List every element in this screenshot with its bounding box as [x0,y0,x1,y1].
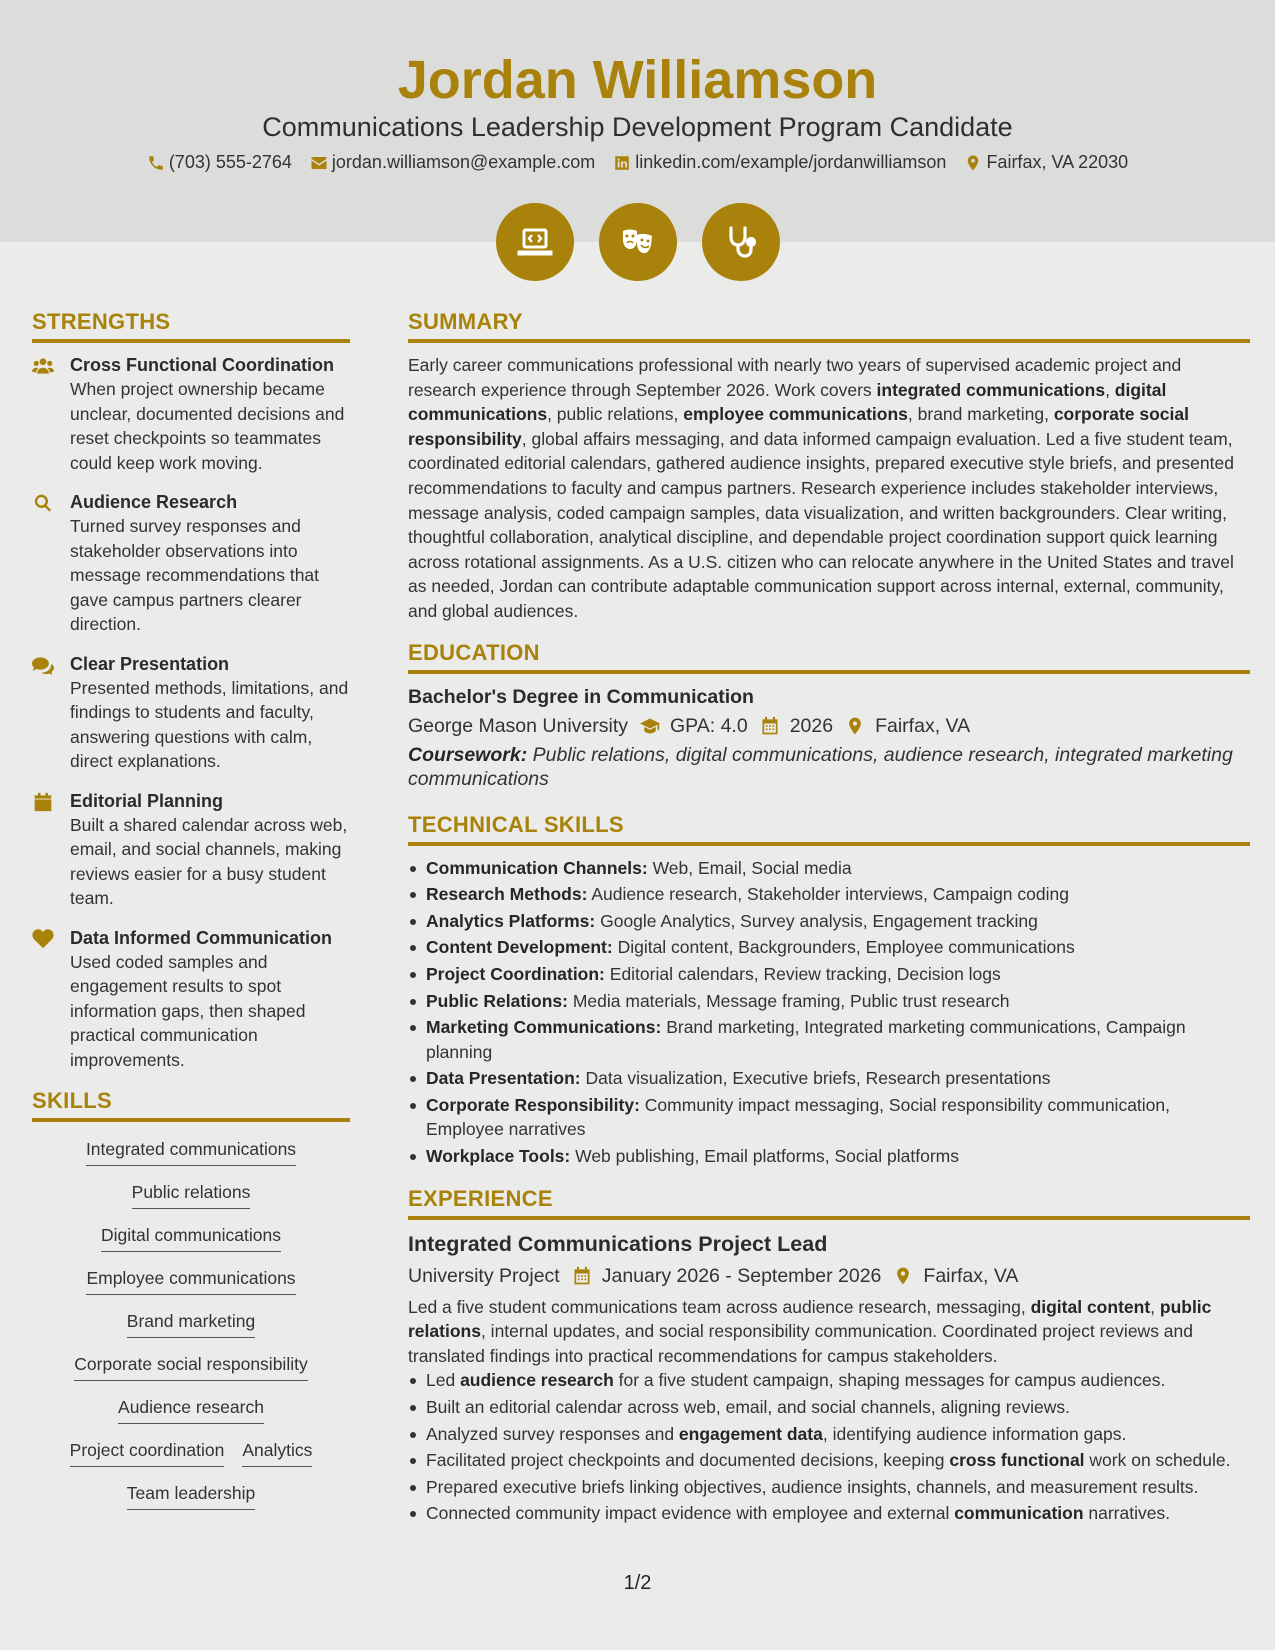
job-location: Fairfax, VA [923,1264,1019,1287]
degree-title: Bachelor's Degree in Communication [408,685,754,708]
list-item: Content Development: Digital content, Backgrounders, Employee communications [408,935,1250,960]
list-item: Communication Channels: Web, Email, Social media [408,856,1250,881]
education-meta [408,712,1250,740]
list-item: Analytics Platforms: Google Analytics, Survey analysis, Engagement tracking [408,909,1250,934]
list-item: Facilitated project checkpoints and documented decisions, keeping cross functional work on schedule. [408,1448,1250,1473]
skill-pill: Analytics [242,1439,312,1467]
strength-item: Data Informed Communication Used coded samples and engagement results to spot information gaps, then shaped practical communication improvements. [32,926,350,1073]
experience-heading: EXPERIENCE [408,1185,1250,1220]
skills-list [32,1132,350,1510]
list-item: Marketing Communications: Brand marketing, Integrated marketing communications, Campaign planning [408,1015,1250,1064]
job-title: Integrated Communications Project Lead [408,1231,828,1256]
stethoscope-icon [702,203,780,281]
strength-item: Editorial Planning Built a shared calendar across web, email, and social channels, making reviews easier for a busy student team. [32,789,350,911]
calendar-icon [572,1266,592,1286]
contact-location: Fairfax, VA 22030 [964,152,1128,173]
contact-bar [0,152,1275,173]
list-item: Prepared executive briefs linking objectives, audience insights, channels, and measurement results. [408,1475,1250,1500]
education-location: Fairfax, VA [875,714,971,737]
strength-item: Audience Research Turned survey responses and stakeholder observations into message recommendations that gave campus partners clearer direction. [32,490,350,637]
job-org: University Project [408,1264,560,1287]
skill-pill: Brand marketing [127,1310,255,1338]
candidate-name: Jordan Williamson [397,50,878,110]
interest-badges [0,203,1275,281]
list-item: Connected community impact evidence with employee and external communication narratives. [408,1501,1250,1526]
list-item: Analyzed survey responses and engagement data, identifying audience information gaps. [408,1422,1250,1447]
skill-pill: Digital communications [101,1224,281,1252]
job-bullets [408,1368,1250,1526]
map-marker-icon [964,154,982,172]
linkedin-icon [613,154,631,172]
page-number: 1/2 [623,1572,652,1594]
contact-email[interactable]: jordan.williamson@example.com [310,152,595,173]
technical-skills-heading: TECHNICAL SKILLS [408,811,1250,846]
envelope-icon [310,154,328,172]
strengths-heading: STRENGTHS [32,308,350,343]
graduation-year: 2026 [789,714,834,737]
heart-icon [32,929,54,949]
list-item: Built an editorial calendar across web, email, and social channels, aligning reviews. [408,1395,1250,1420]
job-meta [408,1262,1250,1290]
skill-pill: Audience research [118,1396,264,1424]
list-item: Workplace Tools: Web publishing, Email platforms, Social platforms [408,1144,1250,1169]
contact-phone[interactable]: (703) 555-2764 [147,152,292,173]
education-heading: EDUCATION [408,639,1250,674]
list-item: Led audience research for a five student campaign, shaping messages for campus audiences. [408,1368,1250,1393]
skill-pill: Integrated communications [86,1138,296,1166]
candidate-title: Communications Leadership Development Program Candidate [262,112,1013,142]
contact-linkedin[interactable]: linkedin.com/example/jordanwilliamson [613,152,946,173]
list-item: Corporate Responsibility: Community impact messaging, Social responsibility communication, Employee narratives [408,1093,1250,1142]
school-name: George Mason University [408,714,629,737]
users-icon [32,356,54,376]
skill-pill: Team leadership [127,1482,255,1510]
coursework: Coursework: Public relations, digital communications, audience research, integrated marketing communications [408,743,1233,791]
skill-pill: Project coordination [70,1439,225,1467]
left-column [32,308,350,1510]
list-item: Data Presentation: Data visualization, Executive briefs, Research presentations [408,1066,1250,1091]
calendar-icon [32,792,54,812]
laptop-code-icon [496,203,574,281]
summary-heading: SUMMARY [408,308,1250,343]
theater-masks-icon [599,203,677,281]
comments-icon [32,655,54,675]
skill-pill: Employee communications [86,1267,295,1295]
strength-item: Cross Functional Coordination When project ownership became unclear, documented decisions and reset checkpoints so teammates could keep work moving. [32,353,350,475]
list-item: Public Relations: Media materials, Message framing, Public trust research [408,989,1250,1014]
summary-text: Early career communications professional with nearly two years of supervised academic project and research experience through September 2026. Work covers integrated communications, digital communications, public relations, employee communications, brand marketing, corporate social responsibility, global affairs messaging, and data informed campaign evaluation. Led a five student team, coordinated editorial calendars, gathered audience insights, prepared executive style briefs, and presented recommendations to faculty and campus partners. Research experience includes stakeholder interviews, message analysis, coded campaign samples, data visualization, and written backgrounders. Clear writing, thoughtful collaboration, analytical discipline, and dependable project coordination support quick learning across rotational assignments. As a U.S. citizen who can relocate anywhere in the United States and travel as needed, Jordan can contribute adaptable communication support across internal, external, community, and global audiences. [408,355,1234,621]
gpa: GPA: 4.0 [670,714,748,737]
job-intro: Led a five student communications team across audience research, messaging, digital content, public relations, internal updates, and social responsibility communication. Coordinated project reviews and translated findings into practical recommendations for campus stakeholders. [408,1296,1212,1366]
search-icon [32,493,54,513]
technical-skills-list [408,856,1250,1169]
calendar-icon [760,716,780,736]
skill-pill: Corporate social responsibility [74,1353,307,1381]
right-column [408,308,1250,1528]
map-marker-icon [893,1266,913,1286]
skill-pill: Public relations [132,1181,251,1209]
phone-icon [147,154,165,172]
list-item: Research Methods: Audience research, Stakeholder interviews, Campaign coding [408,882,1250,907]
strength-item: Clear Presentation Presented methods, limitations, and findings to students and faculty, answering questions with calm, direct explanations. [32,652,350,774]
map-marker-icon [845,716,865,736]
graduation-cap-icon [640,716,660,736]
job-dates: January 2026 - September 2026 [601,1264,882,1287]
list-item: Project Coordination: Editorial calendars, Review tracking, Decision logs [408,962,1250,987]
skills-heading: SKILLS [32,1087,350,1122]
